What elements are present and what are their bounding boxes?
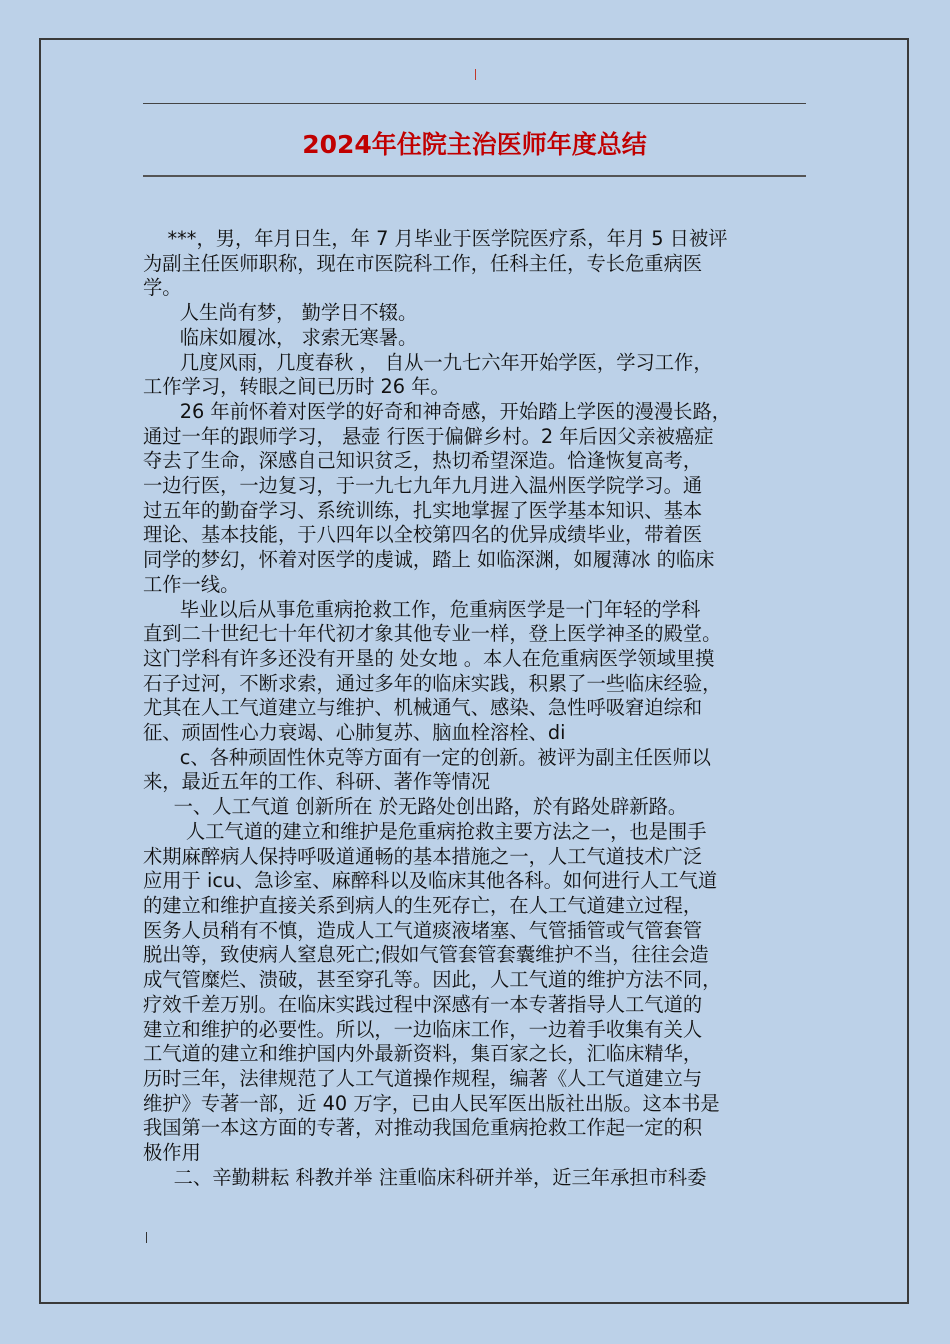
body-line: 我国第一本这方面的专著，对推动我国危重病抢救工作起一定的积 — [143, 1116, 703, 1140]
top-corner-mark — [475, 69, 476, 80]
body-line: 人工气道的建立和维护是危重病抢救主要方法之一，也是围手 — [143, 819, 707, 843]
bottom-corner-mark — [146, 1232, 147, 1243]
body-line: 建立和维护的必要性。所以，一边临床工作，一边着手收集有关人 — [143, 1017, 703, 1041]
body-line: 毕业以后从事危重病抢救工作，危重病医学是一门年轻的学科 — [143, 597, 701, 621]
body-line: 来，最近五年的工作、科研、著作等情况 — [143, 770, 491, 794]
body-line: 工作一线。 — [143, 572, 240, 596]
body-line: 成气管糜烂、溃破，甚至穿孔等。因此，人工气道的维护方法不同， — [143, 968, 722, 992]
body-line: c、各种顽固性休克等方面有一定的创新。被评为副主任医师以 — [143, 745, 711, 769]
body-line: 人生尚有梦， 勤学日不辍。 — [143, 301, 418, 325]
body-line: 脱出等，致使病人窒息死亡;假如气管套管套囊维护不当，往往会造 — [143, 943, 709, 967]
body-line: 工作学习，转眼之间已历时 26 年。 — [143, 375, 450, 399]
body-line: 为副主任医师职称，现在市医院科工作，任科主任，专长危重病医 — [143, 251, 703, 275]
body-line: 历时三年，法律规范了人工气道操作规程，编著《人工气道建立与 — [143, 1066, 703, 1090]
body-line: 这门学科有许多还没有开垦的 处女地 。本人在危重病医学领域里摸 — [143, 646, 715, 670]
body-line: 二、辛勤耕耘 科教并举 注重临床科研并举，近三年承担市科委 — [143, 1165, 707, 1189]
body-line: 同学的梦幻，怀着对医学的虔诚，踏上 如临深渊，如履薄冰 的临床 — [143, 548, 715, 572]
body-line: 极作用 — [143, 1141, 201, 1165]
body-line: 通过一年的跟师学习， 悬壶 行医于偏僻乡村。2 年后因父亲被癌症 — [143, 424, 714, 448]
body-line: ***，男，年月日生，年 7 月毕业于医学院医疗系，年月 5 日被评 — [143, 227, 728, 250]
body-line: 直到二十世纪七十年代初才象其他专业一样，登上医学神圣的殿堂。 — [143, 622, 722, 646]
body-line: 理论、基本技能，于八四年以全校第四名的优异成绩毕业，带着医 — [143, 523, 703, 547]
body-line: 维护》专著一部，近 40 万字，已由人民军医出版社出版。这本书是 — [143, 1091, 720, 1115]
body-line: 的建立和维护直接关系到病人的生死存亡，在人工气道建立过程， — [143, 893, 703, 917]
header-rule — [143, 103, 806, 104]
body-line: 一、人工气道 创新所在 於无路处创出路，於有路处辟新路。 — [143, 795, 688, 819]
body-line: 疗效千差万别。在临床实践过程中深感有一本专著指导人工气道的 — [143, 992, 703, 1016]
body-line: 应用于 icu、急诊室、麻醉科以及临床其他各科。如何进行人工气道 — [143, 869, 718, 893]
body-line: 征、顽固性心力衰竭、心肺复苏、脑血栓溶栓、di — [143, 721, 566, 745]
title-rule — [143, 175, 806, 177]
body-line: 术期麻醉病人保持呼吸道通畅的基本措施之一，人工气道技术广泛 — [143, 844, 703, 868]
document-body — [143, 227, 811, 1190]
body-line: 临床如履冰， 求索无寒暑。 — [143, 325, 418, 349]
body-line: 石子过河，不断求索，通过多年的临床实践，积累了一些临床经验， — [143, 671, 722, 695]
body-line: 医务人员稍有不慎，造成人工气道痰液堵塞、气管插管或气管套管 — [143, 918, 703, 942]
body-line: 几度风雨，几度春秋 ， 自从一九七六年开始学医，学习工作， — [143, 350, 713, 374]
document-title: 2024年住院主治医师年度总结 — [302, 130, 647, 159]
body-line: 过五年的勤奋学习、系统训练，扎实地掌握了医学基本知识、基本 — [143, 498, 703, 522]
body-line: 夺去了生命，深感自己知识贫乏，热切希望深造。恰逢恢复高考， — [143, 449, 703, 473]
body-line: 学。 — [143, 276, 182, 300]
body-line: 26 年前怀着对医学的好奇和神奇感，开始踏上学医的漫漫长路， — [143, 399, 732, 423]
body-line: 工气道的建立和维护国内外最新资料，集百家之长，汇临床精华， — [143, 1042, 703, 1066]
body-line: 尤其在人工气道建立与维护、机械通气、感染、急性呼吸窘迫综和 — [143, 696, 703, 720]
body-line: 一边行医，一边复习，于一九七九年九月进入温州医学院学习。通 — [143, 474, 703, 498]
